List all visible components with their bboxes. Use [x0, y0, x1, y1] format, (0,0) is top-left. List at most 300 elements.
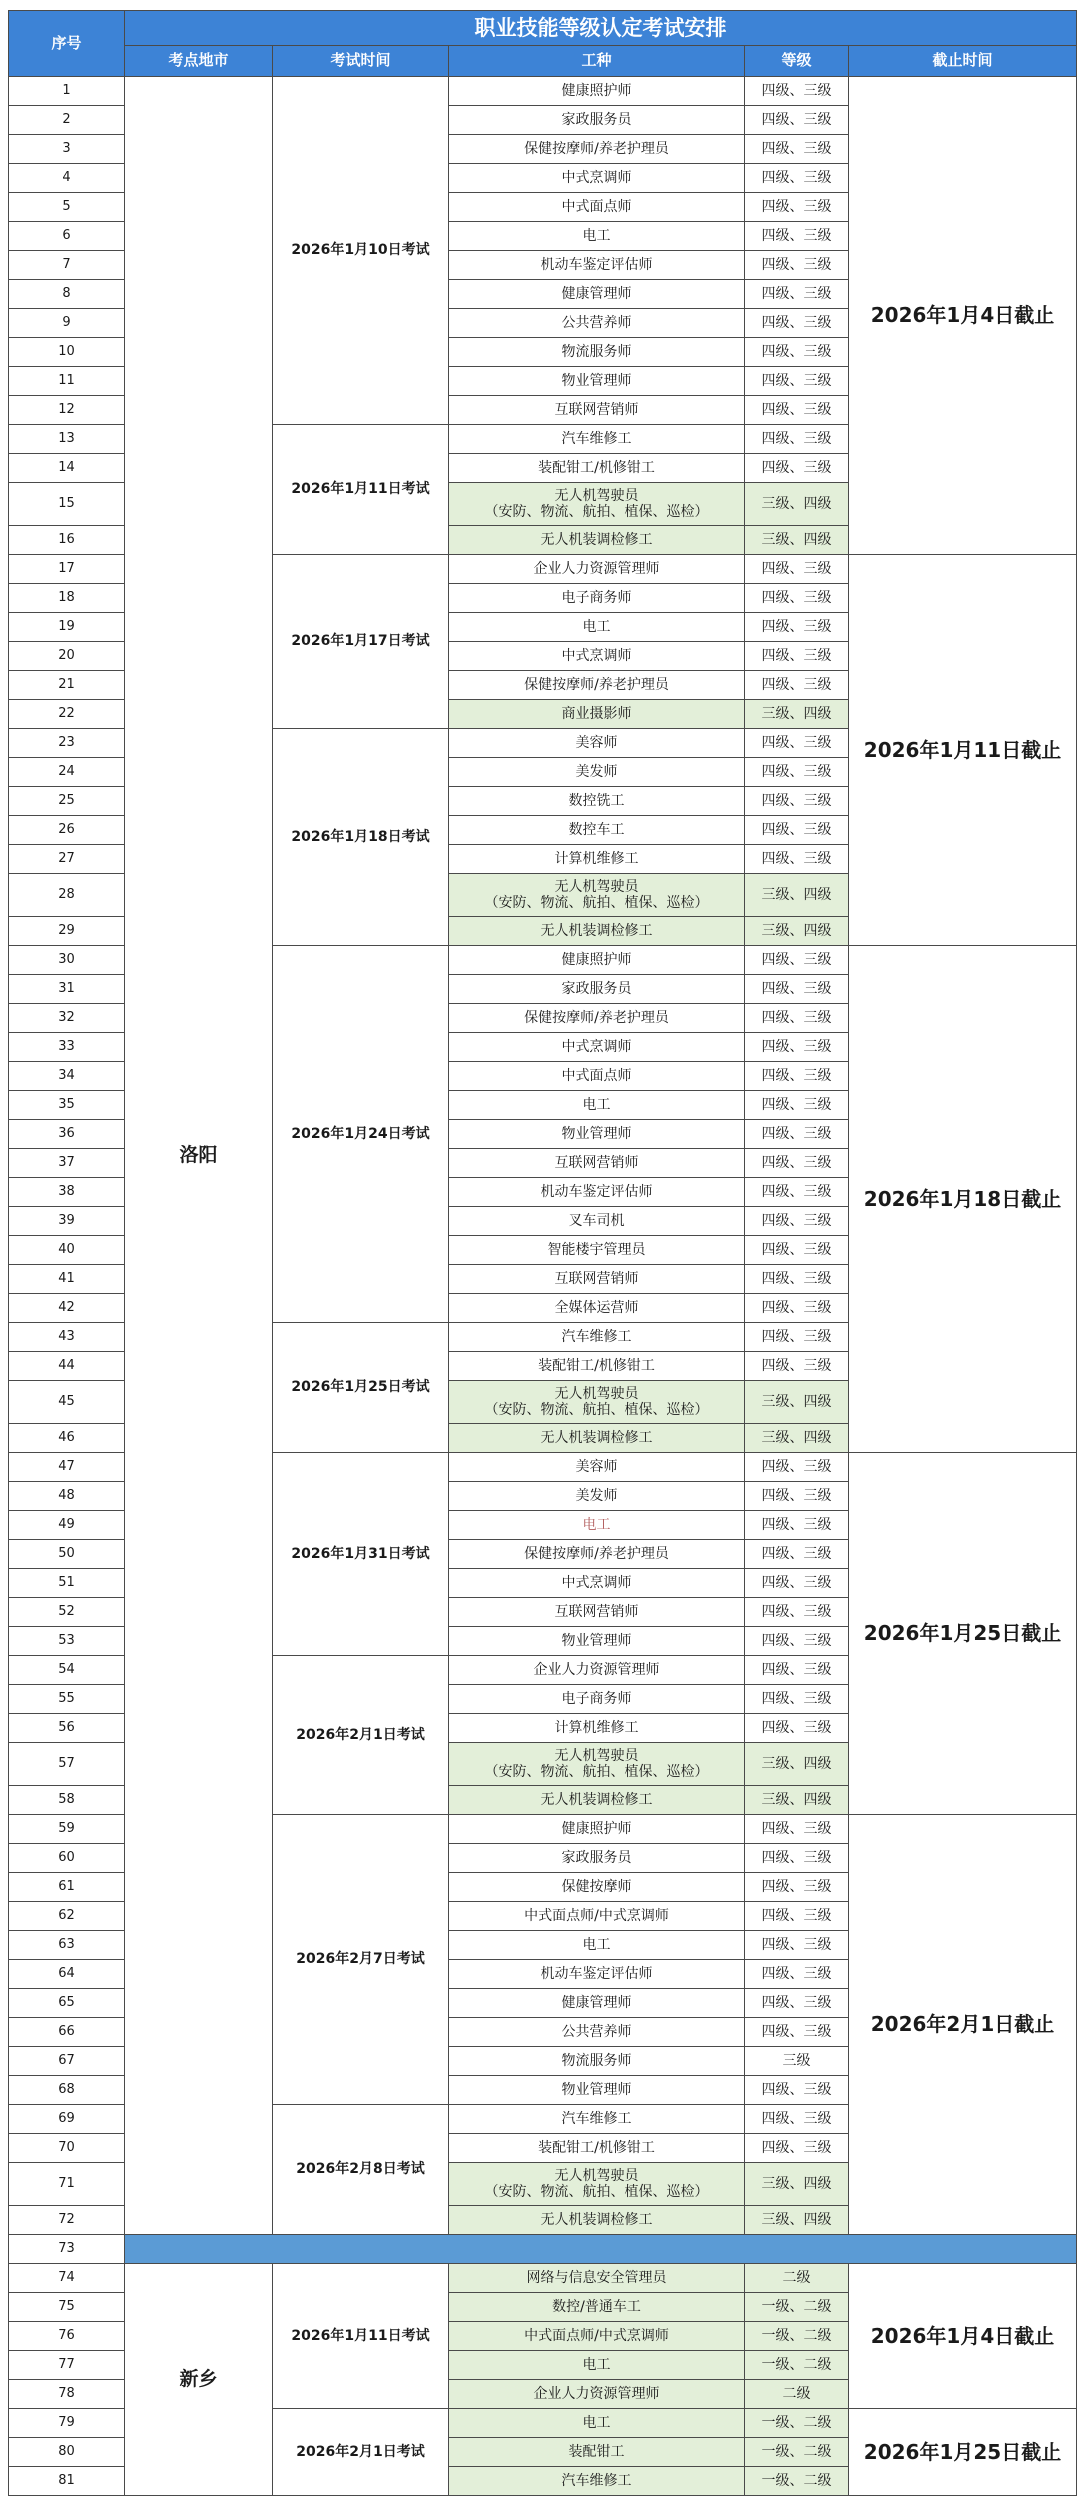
job-name: 无人机装调检修工: [540, 922, 653, 939]
job-cell: [449, 1685, 745, 1714]
job-name: 物流服务师: [561, 2052, 632, 2069]
exam-schedule-table: [8, 10, 1077, 2496]
job-name: 中式烹调师: [561, 169, 632, 186]
job-cell: [449, 2047, 745, 2076]
level-cell: 三级、四级: [745, 1424, 849, 1453]
row-number: 25: [9, 787, 125, 816]
level-cell: 四级、三级: [745, 77, 849, 106]
city-cell: 洛阳: [125, 77, 273, 2235]
level-cell: 四级、三级: [745, 106, 849, 135]
row-number: 70: [9, 2134, 125, 2163]
row-number: 66: [9, 2018, 125, 2047]
job-name: 保健按摩师/养老护理员: [524, 676, 669, 693]
job-cell: [449, 1323, 745, 1352]
job-name: 装配钳工/机修钳工: [538, 1357, 655, 1374]
level-cell: 四级、三级: [745, 2134, 849, 2163]
job-name: 互联网营销师: [554, 1154, 639, 1171]
job-name: 美发师: [575, 1487, 618, 1504]
level-cell: 三级、四级: [745, 917, 849, 946]
row-number: 74: [9, 2264, 125, 2293]
table-body: [9, 77, 1077, 2496]
header-deadline: 截止时间: [849, 46, 1077, 77]
job-name: 中式烹调师: [561, 1574, 632, 1591]
job-cell: [449, 396, 745, 425]
job-name: 智能楼宇管理员: [547, 1241, 646, 1258]
job-name: 无人机装调检修工: [540, 1429, 653, 1446]
level-cell: 四级、三级: [745, 1714, 849, 1743]
row-number: 27: [9, 845, 125, 874]
job-cell: [449, 1062, 745, 1091]
job-cell: [449, 2264, 745, 2293]
level-cell: 四级、三级: [745, 946, 849, 975]
level-cell: 四级、三级: [745, 1294, 849, 1323]
job-cell: [449, 2293, 745, 2322]
job-cell: [449, 106, 745, 135]
job-cell: [449, 1091, 745, 1120]
row-number: 54: [9, 1656, 125, 1685]
level-cell: 四级、三级: [745, 1004, 849, 1033]
job-name: 无人机装调检修工: [540, 2211, 653, 2228]
job-cell: [449, 1120, 745, 1149]
job-name: 数控车工: [568, 821, 625, 838]
row-number: 76: [9, 2322, 125, 2351]
exam-date-cell: 2026年2月8日考试: [273, 2105, 449, 2235]
job-cell: [449, 135, 745, 164]
job-name: 物业管理师: [561, 1632, 632, 1649]
row-number: 17: [9, 555, 125, 584]
job-cell: [449, 946, 745, 975]
job-name: 电工: [582, 1096, 611, 1113]
job-name: 无人机驾驶员: [554, 1385, 639, 1402]
job-cell: [449, 2163, 745, 2206]
row-number: 58: [9, 1786, 125, 1815]
row-number: 7: [9, 251, 125, 280]
exam-date-cell: 2026年1月24日考试: [273, 946, 449, 1323]
job-name: 电子商务师: [561, 589, 632, 606]
job-name: 健康管理师: [561, 1994, 632, 2011]
job-name: 电工: [582, 227, 611, 244]
row-number: 10: [9, 338, 125, 367]
level-cell: 四级、三级: [745, 1627, 849, 1656]
job-name: 汽车维修工: [561, 1328, 632, 1345]
table-row: [9, 77, 1077, 106]
job-name: 保健按摩师: [561, 1878, 632, 1895]
row-number: 8: [9, 280, 125, 309]
row-number: 19: [9, 613, 125, 642]
job-name: 保健按摩师/养老护理员: [524, 1009, 669, 1026]
job-cell: [449, 758, 745, 787]
row-number: 2: [9, 106, 125, 135]
level-cell: 四级、三级: [745, 1569, 849, 1598]
job-name: 机动车鉴定评估师: [540, 256, 653, 273]
job-cell: [449, 2322, 745, 2351]
row-number: 65: [9, 1989, 125, 2018]
row-number: 55: [9, 1685, 125, 1714]
job-cell: [449, 251, 745, 280]
exam-date-cell: 2026年1月18日考试: [273, 729, 449, 946]
level-cell: 四级、三级: [745, 1178, 849, 1207]
row-number: 33: [9, 1033, 125, 1062]
row-number: 56: [9, 1714, 125, 1743]
level-cell: 一级、二级: [745, 2409, 849, 2438]
job-cell: [449, 874, 745, 917]
level-cell: 四级、三级: [745, 642, 849, 671]
job-name: 企业人力资源管理师: [533, 2385, 660, 2402]
table-row: [9, 2235, 1077, 2264]
exam-date-cell: 2026年1月11日考试: [273, 2264, 449, 2409]
job-cell: [449, 2351, 745, 2380]
job-name: 汽车维修工: [561, 2472, 632, 2489]
job-name: 装配钳工: [568, 2443, 625, 2460]
job-name: 汽车维修工: [561, 2110, 632, 2127]
job-cell: [449, 1511, 745, 1540]
level-cell: 四级、三级: [745, 845, 849, 874]
job-cell: [449, 367, 745, 396]
row-number: 38: [9, 1178, 125, 1207]
deadline-cell: 2026年1月25日截止: [849, 1453, 1077, 1815]
job-cell: [449, 1902, 745, 1931]
job-cell: [449, 1265, 745, 1294]
row-number: 29: [9, 917, 125, 946]
job-name: 装配钳工/机修钳工: [538, 2139, 655, 2156]
job-cell: [449, 816, 745, 845]
row-number: 52: [9, 1598, 125, 1627]
level-cell: 三级、四级: [745, 700, 849, 729]
job-cell: [449, 280, 745, 309]
row-number: 3: [9, 135, 125, 164]
job-cell: [449, 1931, 745, 1960]
level-cell: 四级、三级: [745, 164, 849, 193]
row-number: 43: [9, 1323, 125, 1352]
level-cell: 四级、三级: [745, 613, 849, 642]
separator-band: [125, 2235, 1077, 2264]
job-cell: [449, 483, 745, 526]
level-cell: 四级、三级: [745, 975, 849, 1004]
job-cell: [449, 222, 745, 251]
level-cell: 二级: [745, 2264, 849, 2293]
row-number: 72: [9, 2206, 125, 2235]
job-name: 家政服务员: [561, 1849, 632, 1866]
job-name: 数控铣工: [568, 792, 625, 809]
table-title: 职业技能等级认定考试安排: [125, 11, 1077, 46]
header-seq: 序号: [9, 11, 125, 77]
level-cell: 四级、三级: [745, 309, 849, 338]
level-cell: 四级、三级: [745, 1815, 849, 1844]
job-name: 公共营养师: [561, 2023, 632, 2040]
level-cell: 四级、三级: [745, 367, 849, 396]
job-name: 家政服务员: [561, 111, 632, 128]
deadline-cell: 2026年2月1日截止: [849, 1815, 1077, 2235]
level-cell: 四级、三级: [745, 1656, 849, 1685]
level-cell: 四级、三级: [745, 1873, 849, 1902]
job-name: 家政服务员: [561, 980, 632, 997]
job-cell: [449, 2076, 745, 2105]
job-cell: [449, 1598, 745, 1627]
level-cell: 四级、三级: [745, 1207, 849, 1236]
exam-date-cell: 2026年2月1日考试: [273, 1656, 449, 1815]
header-city: 考点地市: [125, 46, 273, 77]
job-cell: [449, 1149, 745, 1178]
level-cell: 三级、四级: [745, 483, 849, 526]
job-cell: [449, 1627, 745, 1656]
level-cell: 一级、二级: [745, 2467, 849, 2496]
job-subtitle: （安防、物流、航拍、植保、巡检）: [484, 2184, 709, 2200]
job-cell: [449, 1786, 745, 1815]
job-name: 中式面点师: [561, 198, 632, 215]
job-name: 数控/普通车工: [552, 2298, 641, 2315]
level-cell: 四级、三级: [745, 425, 849, 454]
level-cell: 一级、二级: [745, 2438, 849, 2467]
job-name: 物业管理师: [561, 1125, 632, 1142]
job-name: 健康照护师: [561, 951, 632, 968]
job-name: 商业摄影师: [561, 705, 632, 722]
job-cell: [449, 1294, 745, 1323]
job-cell: [449, 729, 745, 758]
row-number: 28: [9, 874, 125, 917]
level-cell: 四级、三级: [745, 1931, 849, 1960]
row-number: 12: [9, 396, 125, 425]
job-name: 互联网营销师: [554, 401, 639, 418]
level-cell: 四级、三级: [745, 1482, 849, 1511]
job-name: 电工: [582, 618, 611, 635]
row-number: 50: [9, 1540, 125, 1569]
job-cell: [449, 1352, 745, 1381]
job-name: 中式面点师/中式烹调师: [524, 1907, 669, 1924]
row-number: 15: [9, 483, 125, 526]
row-number: 73: [9, 2235, 125, 2264]
row-number: 44: [9, 1352, 125, 1381]
job-cell: [449, 845, 745, 874]
job-subtitle: （安防、物流、航拍、植保、巡检）: [484, 504, 709, 520]
row-number: 49: [9, 1511, 125, 1540]
level-cell: 四级、三级: [745, 222, 849, 251]
job-cell: [449, 526, 745, 555]
job-cell: [449, 1540, 745, 1569]
row-number: 57: [9, 1743, 125, 1786]
level-cell: 四级、三级: [745, 2076, 849, 2105]
row-number: 41: [9, 1265, 125, 1294]
job-name: 互联网营销师: [554, 1603, 639, 1620]
exam-date-cell: 2026年1月31日考试: [273, 1453, 449, 1656]
job-name: 企业人力资源管理师: [533, 1661, 660, 1678]
row-number: 80: [9, 2438, 125, 2467]
job-cell: [449, 975, 745, 1004]
row-number: 78: [9, 2380, 125, 2409]
row-number: 77: [9, 2351, 125, 2380]
exam-date-cell: 2026年1月10日考试: [273, 77, 449, 425]
row-number: 46: [9, 1424, 125, 1453]
row-number: 21: [9, 671, 125, 700]
job-cell: [449, 642, 745, 671]
job-cell: [449, 2105, 745, 2134]
table-row: [9, 2264, 1077, 2293]
row-number: 71: [9, 2163, 125, 2206]
level-cell: 三级、四级: [745, 874, 849, 917]
job-cell: [449, 1004, 745, 1033]
exam-date-cell: 2026年1月25日考试: [273, 1323, 449, 1453]
row-number: 45: [9, 1381, 125, 1424]
job-subtitle: （安防、物流、航拍、植保、巡检）: [484, 1402, 709, 1418]
level-cell: 四级、三级: [745, 1685, 849, 1714]
job-name: 电工: [582, 1936, 611, 1953]
job-cell: [449, 2206, 745, 2235]
job-cell: [449, 1178, 745, 1207]
job-cell: [449, 454, 745, 483]
row-number: 34: [9, 1062, 125, 1091]
job-cell: [449, 1989, 745, 2018]
job-name: 无人机驾驶员: [554, 878, 639, 895]
exam-date-cell: 2026年1月17日考试: [273, 555, 449, 729]
job-name: 物业管理师: [561, 372, 632, 389]
job-cell: [449, 164, 745, 193]
row-number: 24: [9, 758, 125, 787]
level-cell: 四级、三级: [745, 2018, 849, 2047]
row-number: 60: [9, 1844, 125, 1873]
job-cell: [449, 1236, 745, 1265]
level-cell: 四级、三级: [745, 280, 849, 309]
level-cell: 四级、三级: [745, 396, 849, 425]
job-name: 电工: [582, 2356, 611, 2373]
row-number: 59: [9, 1815, 125, 1844]
exam-date-cell: 2026年1月11日考试: [273, 425, 449, 555]
job-name: 健康管理师: [561, 285, 632, 302]
row-number: 64: [9, 1960, 125, 1989]
level-cell: 四级、三级: [745, 555, 849, 584]
header-job: 工种: [449, 46, 745, 77]
level-cell: 四级、三级: [745, 729, 849, 758]
row-number: 69: [9, 2105, 125, 2134]
level-cell: 三级、四级: [745, 1381, 849, 1424]
job-cell: [449, 671, 745, 700]
level-cell: 二级: [745, 2380, 849, 2409]
level-cell: 四级、三级: [745, 1120, 849, 1149]
job-cell: [449, 787, 745, 816]
job-cell: [449, 1207, 745, 1236]
job-cell: [449, 1960, 745, 1989]
level-cell: 四级、三级: [745, 454, 849, 483]
row-number: 62: [9, 1902, 125, 1931]
job-cell: [449, 1656, 745, 1685]
level-cell: 三级、四级: [745, 2206, 849, 2235]
job-cell: [449, 1815, 745, 1844]
deadline-cell: 2026年1月4日截止: [849, 77, 1077, 555]
level-cell: 四级、三级: [745, 1960, 849, 1989]
job-cell: [449, 613, 745, 642]
row-number: 30: [9, 946, 125, 975]
row-number: 47: [9, 1453, 125, 1482]
row-number: 32: [9, 1004, 125, 1033]
row-number: 22: [9, 700, 125, 729]
level-cell: 四级、三级: [745, 1989, 849, 2018]
level-cell: 四级、三级: [745, 1511, 849, 1540]
job-cell: [449, 2409, 745, 2438]
exam-date-cell: 2026年2月7日考试: [273, 1815, 449, 2105]
level-cell: 四级、三级: [745, 338, 849, 367]
row-number: 6: [9, 222, 125, 251]
level-cell: 四级、三级: [745, 1062, 849, 1091]
job-cell: [449, 1424, 745, 1453]
row-number: 4: [9, 164, 125, 193]
level-cell: 一级、二级: [745, 2322, 849, 2351]
row-number: 81: [9, 2467, 125, 2496]
deadline-cell: 2026年1月18日截止: [849, 946, 1077, 1453]
level-cell: 四级、三级: [745, 584, 849, 613]
job-name: 无人机装调检修工: [540, 1791, 653, 1808]
row-number: 23: [9, 729, 125, 758]
job-name: 装配钳工/机修钳工: [538, 459, 655, 476]
row-number: 14: [9, 454, 125, 483]
job-cell: [449, 917, 745, 946]
level-cell: 三级、四级: [745, 1786, 849, 1815]
job-name: 美发师: [575, 763, 618, 780]
row-number: 16: [9, 526, 125, 555]
job-cell: [449, 700, 745, 729]
level-cell: 四级、三级: [745, 1323, 849, 1352]
job-cell: [449, 193, 745, 222]
job-name: 互联网营销师: [554, 1270, 639, 1287]
job-cell: [449, 555, 745, 584]
level-cell: 一级、二级: [745, 2351, 849, 2380]
level-cell: 四级、三级: [745, 251, 849, 280]
level-cell: 四级、三级: [745, 193, 849, 222]
row-number: 75: [9, 2293, 125, 2322]
job-subtitle: （安防、物流、航拍、植保、巡检）: [484, 1764, 709, 1780]
level-cell: 四级、三级: [745, 758, 849, 787]
job-name: 网络与信息安全管理员: [526, 2269, 667, 2286]
job-name: 保健按摩师/养老护理员: [524, 1545, 669, 1562]
job-name: 美容师: [575, 734, 618, 751]
level-cell: 三级、四级: [745, 2163, 849, 2206]
row-number: 67: [9, 2047, 125, 2076]
row-number: 18: [9, 584, 125, 613]
row-number: 79: [9, 2409, 125, 2438]
job-cell: [449, 1844, 745, 1873]
job-cell: [449, 1033, 745, 1062]
row-number: 26: [9, 816, 125, 845]
row-number: 13: [9, 425, 125, 454]
level-cell: 四级、三级: [745, 2105, 849, 2134]
job-cell: [449, 1743, 745, 1786]
job-name: 企业人力资源管理师: [533, 560, 660, 577]
row-number: 9: [9, 309, 125, 338]
row-number: 53: [9, 1627, 125, 1656]
job-cell: [449, 1453, 745, 1482]
row-number: 48: [9, 1482, 125, 1511]
job-name: 中式烹调师: [561, 647, 632, 664]
row-number: 40: [9, 1236, 125, 1265]
job-cell: [449, 1873, 745, 1902]
level-cell: 四级、三级: [745, 787, 849, 816]
level-cell: 一级、二级: [745, 2293, 849, 2322]
job-subtitle: （安防、物流、航拍、植保、巡检）: [484, 895, 709, 911]
job-name: 健康照护师: [561, 82, 632, 99]
level-cell: 四级、三级: [745, 1352, 849, 1381]
row-number: 1: [9, 77, 125, 106]
job-cell: [449, 2467, 745, 2496]
level-cell: 三级、四级: [745, 1743, 849, 1786]
job-cell: [449, 2380, 745, 2409]
job-cell: [449, 584, 745, 613]
job-name: 公共营养师: [561, 314, 632, 331]
job-name: 物流服务师: [561, 343, 632, 360]
row-number: 39: [9, 1207, 125, 1236]
level-cell: 四级、三级: [745, 1598, 849, 1627]
row-number: 31: [9, 975, 125, 1004]
job-name: 无人机装调检修工: [540, 531, 653, 548]
level-cell: 四级、三级: [745, 135, 849, 164]
job-cell: [449, 2018, 745, 2047]
job-cell: [449, 1569, 745, 1598]
